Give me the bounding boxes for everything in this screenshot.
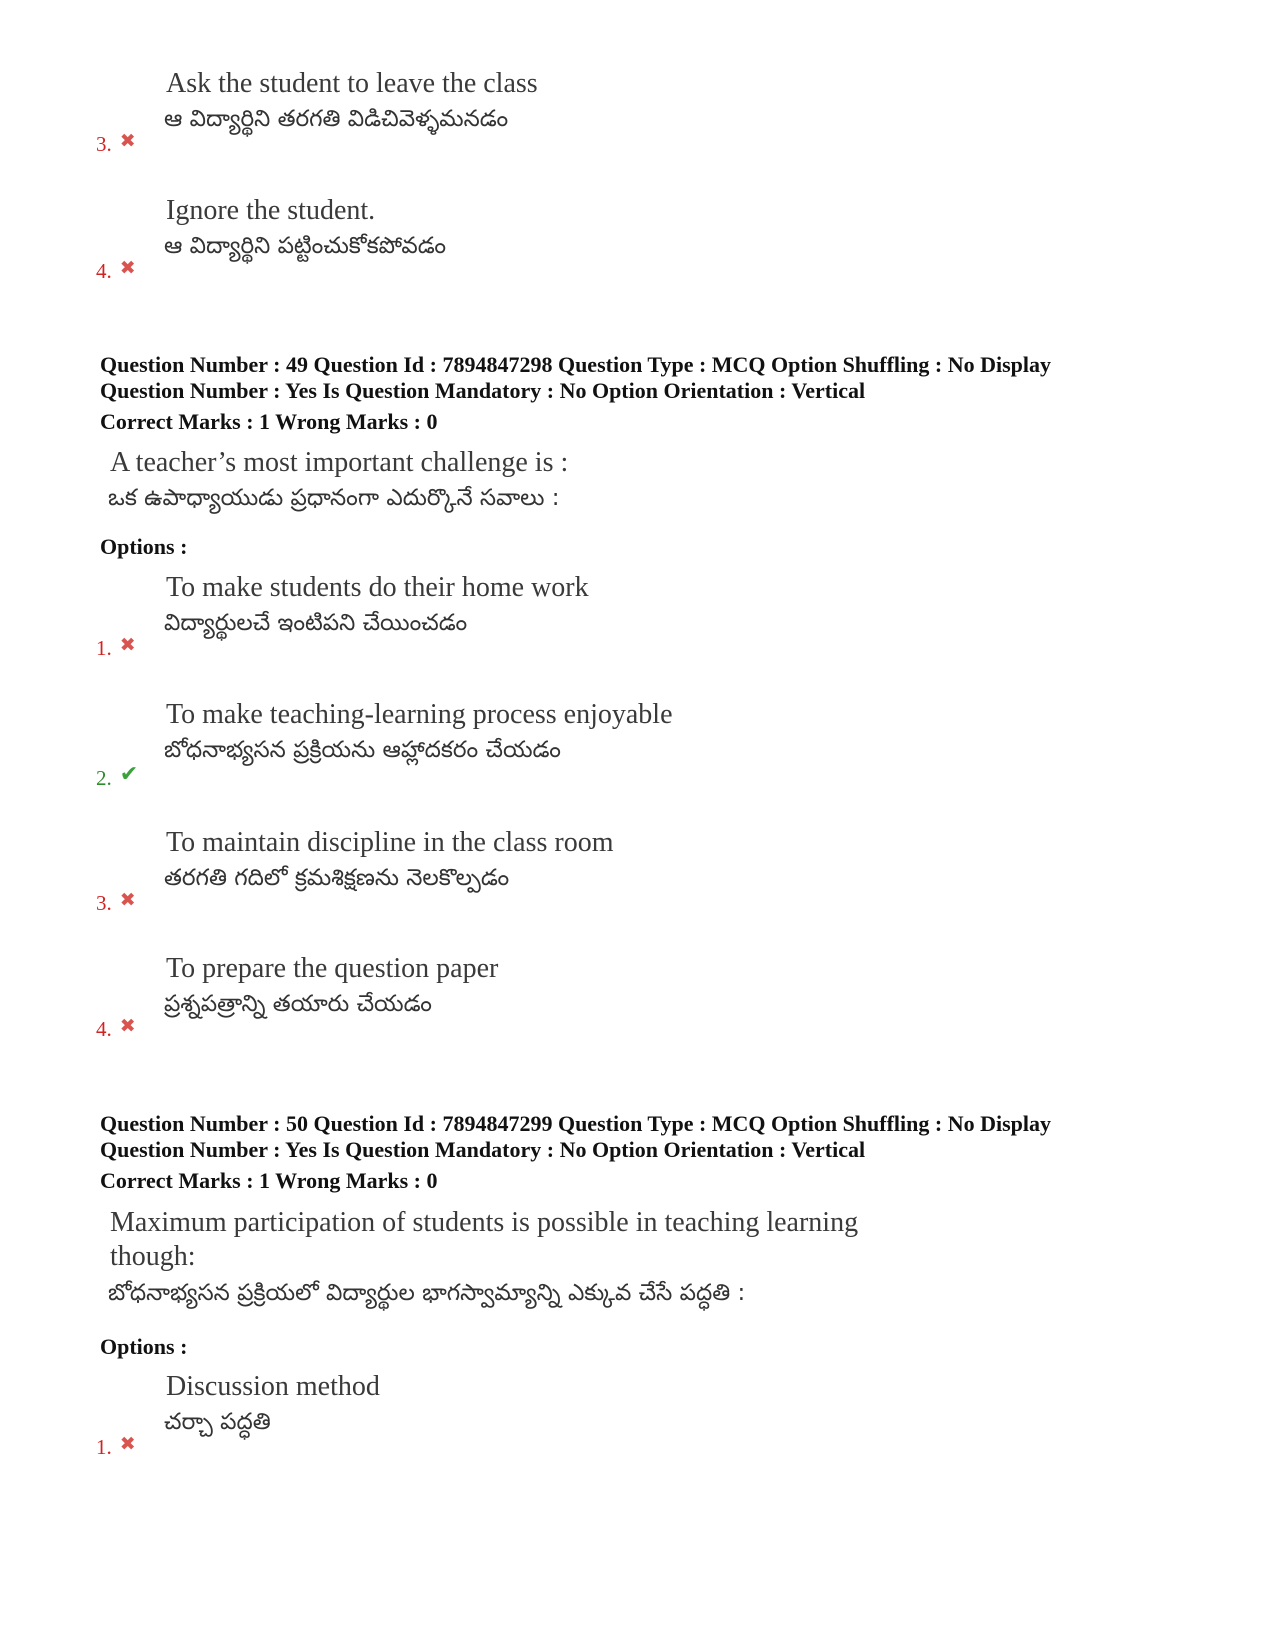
meta-line-1: Question Number : 50 Question Id : 7894847299 Question Type : MCQ Option Shuffling : No Display [100,1111,1052,1136]
option-text-english: Ignore the student. [166,195,376,226]
option-text-telugu: చర్చా పద్ధతి [164,1409,271,1435]
option-text-english: To prepare the question paper [166,953,499,984]
marks-line: Correct Marks : 1 Wrong Marks : 0 [100,409,438,434]
option-number: 1. ✖ [96,635,136,660]
question-49-text-english: A teacher’s most important challenge is : [110,447,569,478]
option-text-telugu: ప్రశ్నపత్రాన్ని తయారు చేయడం [164,991,432,1017]
question-49-meta [100,352,1200,435]
option-number: 4. ✖ [96,258,136,283]
wrong-mark-icon: ✖ [119,635,136,656]
option-text-telugu: తరగతి గదిలో క్రమశిక్షణను నెలకొల్పడం [164,865,510,891]
question-50-meta [100,1111,1200,1194]
option-text-english: To make teaching-learning process enjoyable [166,699,673,730]
option-text-telugu: బోధనాభ్యసన ప్రక్రియను ఆహ్లాదకరం చేయడం [164,737,561,763]
options-label: Options : [100,534,188,559]
option-number: 2. ✔ [96,761,139,790]
option-text-telugu: విద్యార్థులచే ఇంటిపని చేయించడం [164,610,468,636]
option-text-telugu: ఆ విద్యార్థిని తరగతి విడిచివెళ్ళమనడం [164,106,509,132]
option-number: 4. ✖ [96,1016,136,1041]
wrong-mark-icon: ✖ [119,1016,136,1037]
marks-line: Correct Marks : 1 Wrong Marks : 0 [100,1168,438,1193]
meta-line-2: Question Number : Yes Is Question Mandatory : No Option Orientation : Vertical [100,378,866,403]
question-50-text-english: Maximum participation of students is possible in teaching learning though: [110,1207,859,1272]
option-text-english: To make students do their home work [166,572,589,603]
wrong-mark-icon: ✖ [119,890,136,911]
option-text-english: To maintain discipline in the class room [166,827,614,858]
meta-line-1: Question Number : 49 Question Id : 7894847298 Question Type : MCQ Option Shuffling : No Display [100,352,1052,377]
option-text-telugu: ఆ విద్యార్థిని పట్టించుకోకపోవడం [164,233,447,259]
option-text-english: Discussion method [166,1371,380,1402]
question-49-text-telugu: ఒక ఉపాధ్యాయుడు ప్రధానంగా ఎదుర్కొనే సవాలు : [108,485,560,511]
option-number: 1. ✖ [96,1434,136,1459]
wrong-mark-icon: ✖ [119,258,136,279]
meta-line-2: Question Number : Yes Is Question Mandatory : No Option Orientation : Vertical [100,1137,866,1162]
options-label: Options : [100,1334,188,1359]
option-number: 3. ✖ [96,890,136,915]
wrong-mark-icon: ✖ [119,131,136,152]
option-text-english: Ask the student to leave the class [166,68,538,99]
question-50-text-telugu: బోధనాభ్యసన ప్రక్రియలో విద్యార్థుల భాగస్వామ్యాన్ని ఎక్కువ చేసే పద్ధతి : [108,1280,746,1306]
option-number: 3. ✖ [96,131,136,156]
check-mark-icon: ✔ [119,761,139,786]
wrong-mark-icon: ✖ [119,1434,136,1455]
